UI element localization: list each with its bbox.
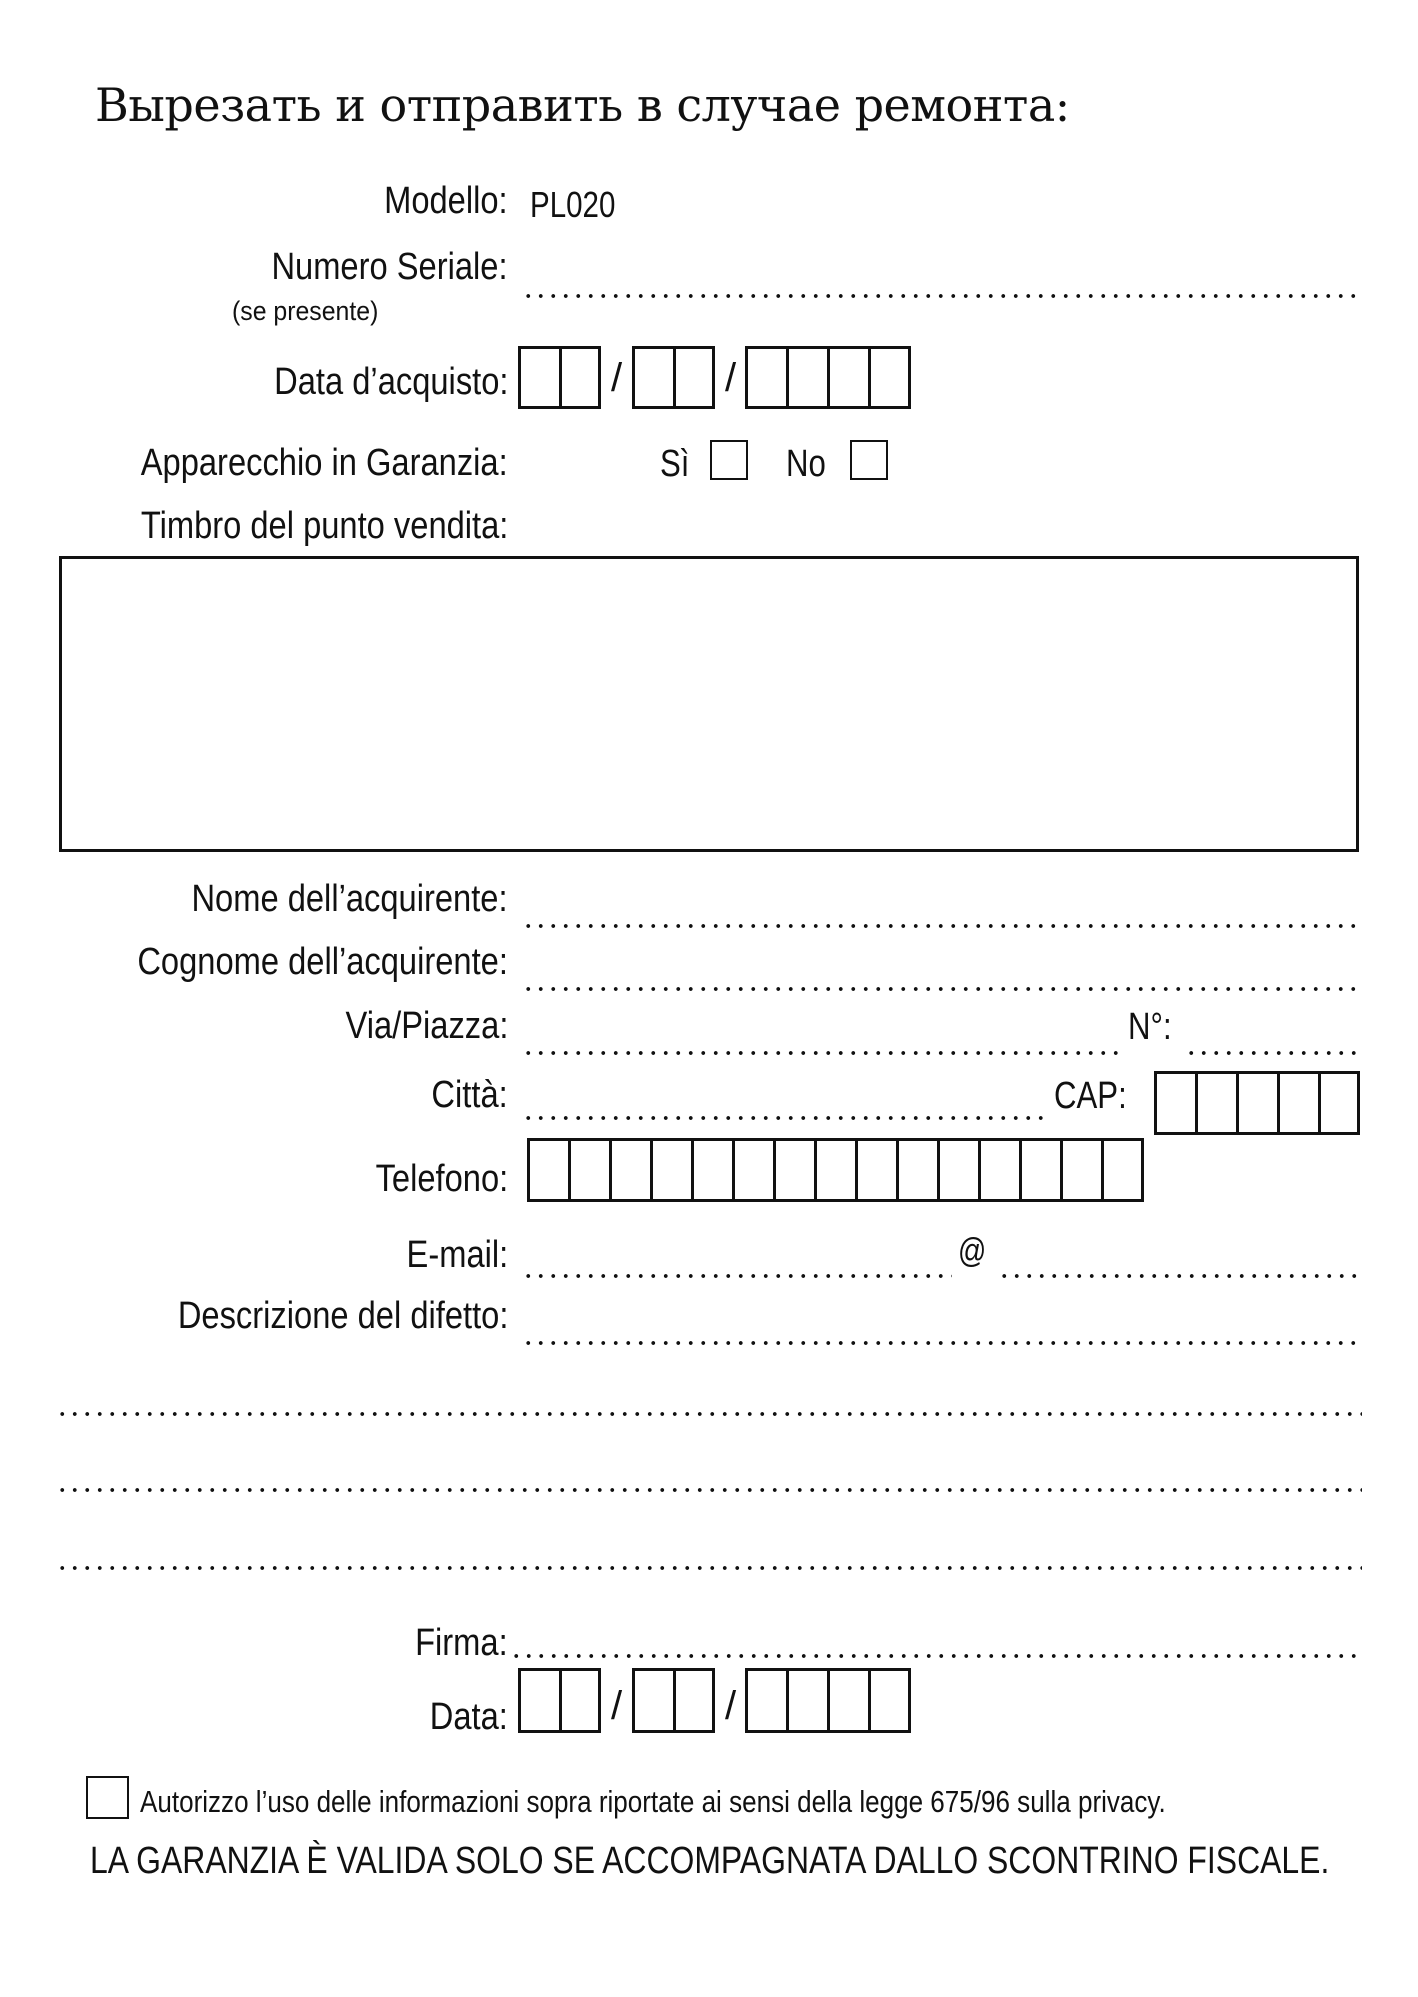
city-label: Città: <box>431 1074 508 1116</box>
serial-note: (se presente) <box>232 296 379 326</box>
warranty-yes-checkbox[interactable] <box>710 440 748 480</box>
date-month-field[interactable] <box>632 1668 715 1733</box>
street-number-field[interactable] <box>1185 1051 1362 1055</box>
city-field[interactable] <box>522 1116 1044 1120</box>
last-name-field[interactable] <box>522 987 1362 991</box>
purchase-day-field[interactable] <box>518 346 601 409</box>
warranty-notice: LA GARANZIA È VALIDA SOLO SE ACCOMPAGNATA DALLO SCONTRINO FISCALE. <box>90 1840 1330 1882</box>
serial-number-field[interactable] <box>522 294 1362 298</box>
date-separator: / <box>725 1684 737 1728</box>
warranty-no-checkbox[interactable] <box>850 440 888 480</box>
purchase-date-label: Data d’acquisto: <box>273 361 508 403</box>
phone-field[interactable] <box>527 1138 1144 1202</box>
warranty-yes-label: Sì <box>660 443 690 485</box>
street-label: Via/Piazza: <box>345 1005 508 1047</box>
purchase-year-field[interactable] <box>745 346 911 409</box>
date-separator: / <box>611 356 623 400</box>
defect-description-line-3[interactable] <box>56 1488 1362 1492</box>
store-stamp-box[interactable] <box>59 556 1359 852</box>
warranty-label: Apparecchio in Garanzia: <box>141 442 508 484</box>
street-number-label: N°: <box>1128 1006 1172 1048</box>
purchase-month-field[interactable] <box>632 346 715 409</box>
page-title: Вырезать и отправить в случае ремонта: <box>95 78 1070 132</box>
phone-label: Telefono: <box>375 1158 508 1200</box>
at-symbol: @ <box>958 1232 987 1270</box>
defect-description-line-1[interactable] <box>522 1341 1362 1345</box>
signature-label: Firma: <box>415 1622 508 1664</box>
defect-label: Descrizione del difetto: <box>177 1295 508 1337</box>
date-label: Data: <box>429 1696 508 1738</box>
date-separator: / <box>725 356 737 400</box>
first-name-label: Nome dell’acquirente: <box>191 878 508 920</box>
email-label: E-mail: <box>406 1234 508 1276</box>
model-value: PL020 <box>530 184 616 225</box>
defect-description-line-4[interactable] <box>56 1566 1362 1570</box>
warranty-no-label: No <box>786 443 826 485</box>
date-year-field[interactable] <box>745 1668 911 1733</box>
serial-label: Numero Seriale: <box>271 246 508 288</box>
last-name-label: Cognome dell’acquirente: <box>137 941 508 983</box>
defect-description-line-2[interactable] <box>56 1412 1362 1416</box>
zip-label: CAP: <box>1054 1075 1127 1117</box>
model-label: Modello: <box>384 180 508 222</box>
date-day-field[interactable] <box>518 1668 601 1733</box>
date-separator: / <box>611 1684 623 1728</box>
street-field[interactable] <box>522 1051 1119 1055</box>
first-name-field[interactable] <box>522 924 1362 928</box>
email-domain-field[interactable] <box>998 1274 1362 1278</box>
privacy-consent-checkbox[interactable] <box>86 1776 129 1819</box>
email-user-field[interactable] <box>522 1274 952 1278</box>
zip-code-field[interactable] <box>1154 1071 1360 1135</box>
privacy-consent-text: Autorizzo l’uso delle informazioni sopra riportate ai sensi della legge 675/96 sulla privacy. <box>140 1784 1166 1819</box>
signature-field[interactable] <box>510 1654 1362 1658</box>
stamp-label: Timbro del punto vendita: <box>140 505 508 547</box>
